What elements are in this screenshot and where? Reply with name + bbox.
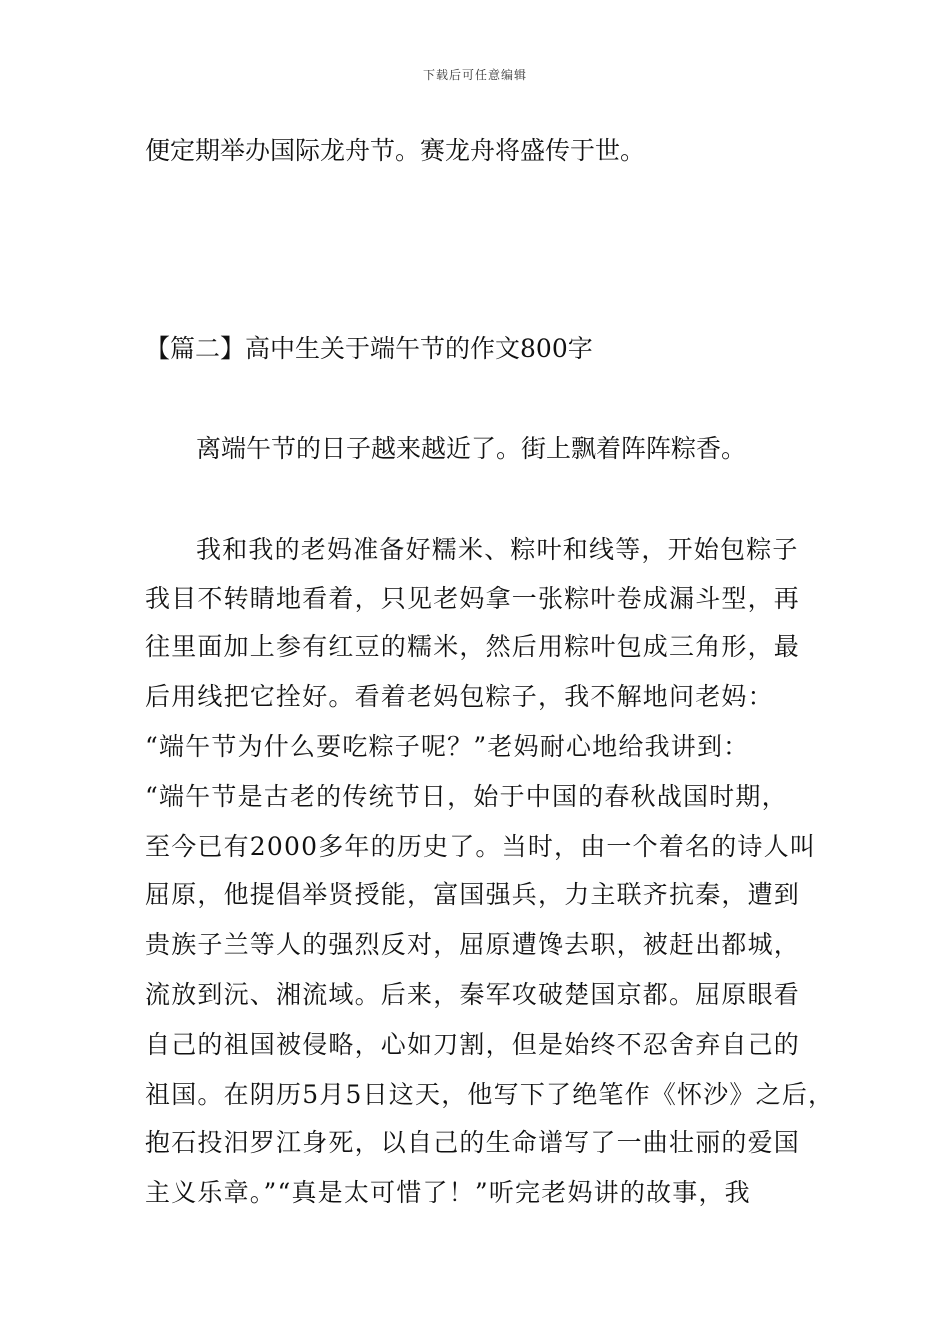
paragraph-1: 离端午节的日子越来越近了。街上飘着阵阵粽香。 (196, 434, 747, 463)
paragraph-line: 流放到沅、湘流域。后来，秦军攻破楚国京都。屈原眼看 (145, 980, 801, 1009)
paragraph-line: “端午节是古老的传统节日，始于中国的春秋战国时期， (145, 782, 788, 811)
paragraph-line: 我目不转睛地看着，只见老妈拿一张粽叶卷成漏斗型，再 (145, 584, 801, 613)
paragraph-line: 抱石投汨罗江身死，以自己的生命谱写了一曲壮丽的爱国 (145, 1128, 801, 1157)
paragraph-line: 至今已有2000多年的历史了。当时，由一个着名的诗人叫 (145, 832, 817, 861)
paragraph-line: 贵族子兰等人的强烈反对，屈原遭馋去职，被赶出都城， (145, 930, 801, 959)
paragraph-line: 主义乐章。”“真是太可惜了！”听完老妈讲的故事，我 (145, 1178, 751, 1207)
page-header-note: 下载后可任意编辑 (422, 68, 527, 82)
paragraph-line: 往里面加上参有红豆的糯米，然后用粽叶包成三角形，最 (145, 632, 801, 661)
paragraph-line: 屈原，他提倡举贤授能，富国强兵，力主联齐抗秦，遭到 (145, 880, 801, 909)
paragraph-line: 祖国。在阴历5月5日这天，他写下了绝笔作《怀沙》之后， (145, 1080, 835, 1109)
paragraph-line: “端午节为什么要吃粽子呢？”老妈耐心地给我讲到： (145, 732, 750, 761)
section-title: 【篇二】高中生关于端午节的作文800字 (145, 334, 593, 363)
paragraph-line: 后用线把它拴好。看着老妈包粽子，我不解地问老妈： (145, 682, 774, 711)
paragraph-line: 我和我的老妈准备好糯米、粽叶和线等，开始包粽子 (196, 535, 799, 564)
paragraph-line: 自己的祖国被侵略，心如刀割，但是始终不忍舍弃自己的 (145, 1030, 801, 1059)
previous-paragraph-tail: 便定期举办国际龙舟节。赛龙舟将盛传于世。 (145, 136, 646, 165)
